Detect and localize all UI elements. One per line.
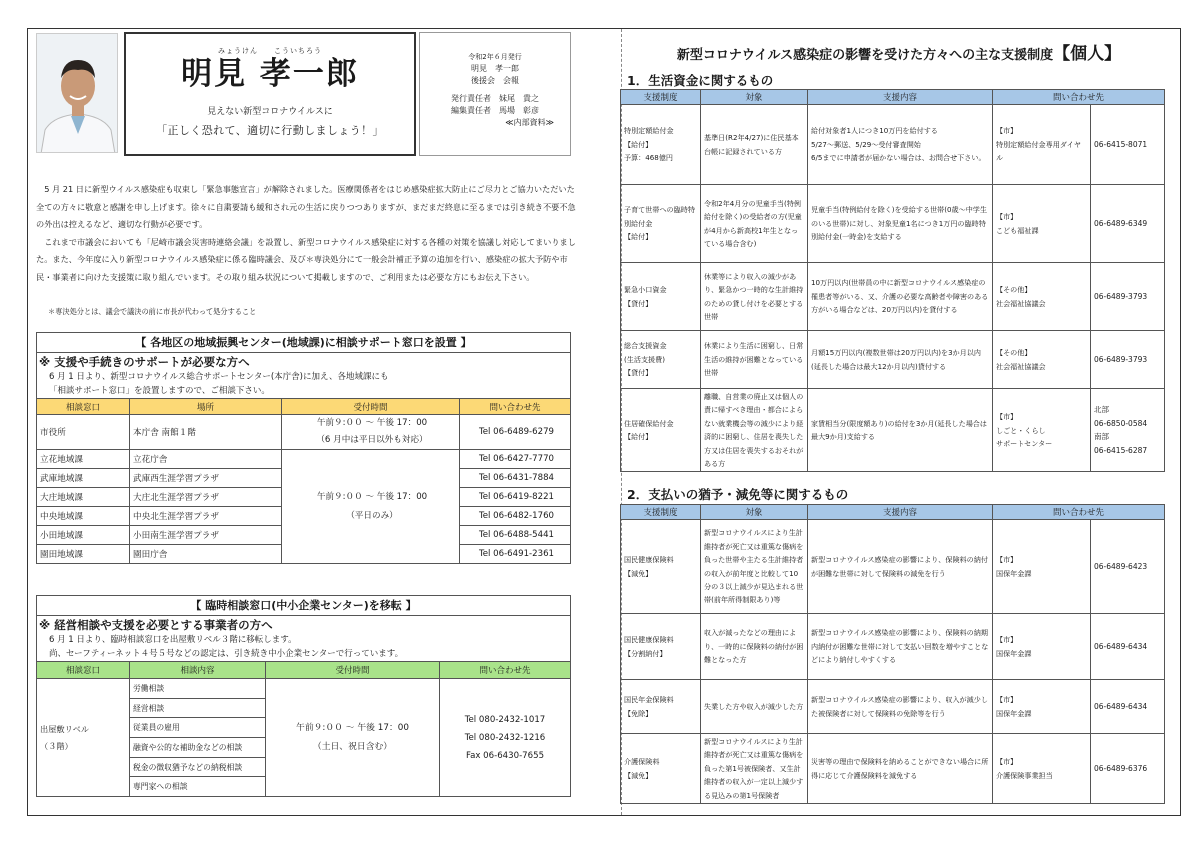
content-cell: 家賃相当分(限度額あり)の給付を3か月(延長した場合は最大9か月)支給する (808, 389, 993, 472)
newsletter-page (27, 28, 1181, 816)
content-cell: 税金の徴収猶予などの納税相談 (130, 757, 266, 777)
window-cell: 小田地域課 (37, 526, 130, 545)
intro-paragraph-1: 5 月 21 日に新型ウイルス感染症も収束し「緊急事態宣言」が解除されました。医療関係者をはじめ感染症拡大防止にご尽力とご協力いただいた全ての方々に敬意と感謝を申し上げます。徐々に自粛要請も緩和され元の生活に戻りつつありますが、まだまだ終息に至るまでは引き続き不要不急の外出は控えるなど、適切な行動が必要です。 (36, 184, 576, 229)
col-header-contact: 問い合わせ先 (993, 90, 1165, 105)
table-row (621, 389, 1165, 472)
slogan: 「正しく恐れて、適切に行動しましょう！」 (156, 124, 384, 137)
publication-info (419, 32, 571, 156)
contact-cell: 【市】 国保年金課 (993, 680, 1091, 734)
place-cell: 本庁舎 南館１階 (130, 415, 282, 450)
contact-cell: 【市】 国保年金課 (993, 614, 1091, 680)
intro-text (36, 181, 576, 286)
publication-date: 令和2年６月発行 (468, 53, 522, 61)
content-cell: 労働相談 (130, 679, 266, 699)
name-ruby: みょうけん こういちろう (218, 47, 322, 55)
place-cell: 小田南生涯学習プラザ (130, 526, 282, 545)
hours-note: （6 月中は平日以外も対応） (316, 435, 428, 445)
place-cell: 園田庁舎 (130, 545, 282, 564)
table-row (37, 415, 571, 450)
content-cell: 災害等の理由で保険料を納めることができない場合に所得に応じて介護保険料を減免する (808, 734, 993, 804)
publisher-org: 後援会 会報 (471, 76, 519, 85)
contact-cell: 【市】 こども福祉課 (993, 185, 1091, 263)
hours-line: 午前９:００ 〜 午後 17：00 (296, 722, 409, 733)
target-cell: 休業により生活に困窮し、日常生活の維持が困難となっている世帯 (701, 331, 808, 389)
hours-line: 午前９:００ 〜 午後 17：00 (316, 491, 428, 502)
content-cell: 新型コロナウイルス感染症の影響により、収入が減少した被保険者に対して保険料の免除等を行う (808, 680, 993, 734)
system-cell: 子育て世帯への臨時特別給付金 【給付】 (621, 185, 701, 263)
tagline: 見えない新型コロナウイルスに (207, 107, 333, 117)
place-cell: 武庫西生涯学習プラザ (130, 469, 282, 488)
window-cell: 中央地域課 (37, 507, 130, 526)
system-cell: 国民健康保険料 【分割納付】 (621, 614, 701, 680)
hours-cell (282, 415, 460, 450)
system-cell: 総合支援資金 (生活支援費) 【貸付】 (621, 331, 701, 389)
sme-consult-table (36, 661, 571, 797)
col-header-content: 相談内容 (130, 662, 266, 679)
heading-payment-relief: 2．支払いの猶予・減免等に関するもの (627, 487, 849, 502)
intro-paragraph-2: これまで市議会においても「尼崎市議会災害時連絡会議」を設置し、新型コロナウイルス感染症に対する各種の対策を協議し対応してまいりました。また、今年度に入り新型コロナウイルス感染症に係る臨時議会、及び＊専決処分にて一般会計補正予算の追加を行い、感染症の拡大予防や市民・事業者に向けた支援策に取り組んでいます。その取り組み状況について掲載しますので、ご利用または必要な方にもお伝え下さい。 (36, 236, 576, 282)
footnote: ＊専決処分とは、議会で議決の前に市長が代わって処分すること (48, 307, 257, 316)
section2-line-1: 6 月 1 日より、臨時相談窓口を出屋敷リベル３階に移転します。 (36, 633, 571, 647)
target-cell: 休業等により収入の減少があり、緊急かつ一時的な生計維持のための貸し付けを必要とする世帯 (701, 263, 808, 331)
table-row (621, 263, 1165, 331)
tel-cell: 06-6489-6349 (1091, 185, 1165, 263)
window-cell: 武庫地域課 (37, 469, 130, 488)
tel-2: Tel 080-2432-1216 (464, 732, 546, 743)
content-cell: 融資や公的な補助金などの相談 (130, 738, 266, 758)
col-header-hours: 受付時間 (266, 662, 440, 679)
table-row (621, 185, 1165, 263)
contact-cell: 【市】 しごと・くらし サポートセンター (993, 389, 1091, 472)
title-text: 新型コロナウイルス感染症の影響を受けた方々への主な支援制度 (676, 48, 1054, 63)
content-cell: 経営相談 (130, 698, 266, 718)
table-row (621, 520, 1165, 614)
table-header-row (621, 505, 1165, 520)
contact-cell (440, 679, 571, 797)
system-cell: 介護保険料 【減免】 (621, 734, 701, 804)
tel-cell: 06-6489-6434 (1091, 680, 1165, 734)
col-header-target: 対象 (701, 90, 808, 105)
target-cell: 新型コロナウイルスにより生計維持者が死亡又は重篤な傷病を負った第1号被保険者、又生計維持者の収入が一定以上減少する見込みの第1号保険者 (701, 734, 808, 804)
col-header-content: 支援内容 (808, 505, 993, 520)
content-cell: 新型コロナウイルス感染症の影響により、保険料の納期内納付が困難な世帯に対して支払い回数を増やすことなどにより納付しやすくする (808, 614, 993, 680)
target-cell: 令和2年4月分の児童手当(特例給付を除く)の受給者の方(児童が4月から新高校1年生となっている場合含む) (701, 185, 808, 263)
col-header-system: 支援制度 (621, 90, 701, 105)
name-box (124, 32, 416, 156)
col-header-target: 対象 (701, 505, 808, 520)
col-header-hours: 受付時間 (282, 399, 460, 415)
col-header-contact: 問い合わせ先 (993, 505, 1165, 520)
table-header-row (37, 399, 571, 415)
col-header-contact: 問い合わせ先 (460, 399, 571, 415)
tel-cell: 06-6489-3793 (1091, 263, 1165, 331)
window-name: 出屋敷リベル (40, 723, 89, 734)
col-header-place: 場所 (130, 399, 282, 415)
internal-label: ≪内部資料≫ (505, 118, 554, 127)
content-cell: 給付対象者1人につき10万円を給付する 5/27～郵送、5/29～受付審査開始 6/5までに申請者が届かない場合は、お問合せ下さい。 (808, 105, 993, 185)
contact-cell: 【市】 介護保険事業担当 (993, 734, 1091, 804)
window-floor: （３階） (40, 740, 73, 751)
system-cell: 緊急小口資金 【貸付】 (621, 263, 701, 331)
table-row (621, 331, 1165, 389)
tel-cell: 06-6489-3793 (1091, 331, 1165, 389)
publisher-name: 明見 孝一郎 (471, 64, 519, 73)
tel-cell: 06-6489-6376 (1091, 734, 1165, 804)
section2-heading: 【 臨時相談窓口(中小企業センター)を移転 】 (36, 595, 571, 615)
contact-cell: 【その他】 社会福祉協議会 (993, 331, 1091, 389)
place-cell: 中央北生涯学習プラザ (130, 507, 282, 526)
section1-heading: 【 各地区の地域振興センター(地域課)に相談サポート窓口を設置 】 (36, 332, 571, 352)
window-cell: 市役所 (37, 415, 130, 450)
content-cell: 従業員の雇用 (130, 718, 266, 738)
tel-cell: Tel 06-6491-2361 (460, 545, 571, 564)
editor-line-2: 編集責任者 馬場 彰彦 (451, 106, 539, 115)
window-cell (37, 679, 130, 797)
table-row (37, 450, 571, 469)
hours-cell (282, 450, 460, 564)
section2-line-2: 尚、セーフティーネット４号５号などの認定は、引き続き中小企業センターで行っています。 (36, 647, 571, 661)
content-cell: 専門家への相談 (130, 777, 266, 797)
title-badge: 【個人】 (1053, 44, 1122, 64)
content-cell: 児童手当(特例給付を除く)を受給する世帯(0歳～中学生のいる世帯)に対し、対象児童1名につき1万円の臨時特別給付金(一時金)を支給する (808, 185, 993, 263)
tel-cell: Tel 06-6488-5441 (460, 526, 571, 545)
target-cell: 収入が減ったなどの理由により、一時的に保険料の納付が困難となった方 (701, 614, 808, 680)
place-cell: 立花庁舎 (130, 450, 282, 469)
content-cell: 新型コロナウイルス感染症の影響により、保険料の納付が困難な世帯に対して保険料の減免を行う (808, 520, 993, 614)
table-row (621, 680, 1165, 734)
hours-cell (266, 679, 440, 797)
tel-cell: 06-6415-8071 (1091, 105, 1165, 185)
system-cell: 国民年金保険料 【免除】 (621, 680, 701, 734)
col-header-system: 支援制度 (621, 505, 701, 520)
col-header-content: 支援内容 (808, 90, 993, 105)
system-cell: 特別定額給付金 【給付】 予算：468億円 (621, 105, 701, 185)
table-header-row (37, 662, 571, 679)
tel-cell: Tel 06-6427-7770 (460, 450, 571, 469)
col-header-contact: 問い合わせ先 (440, 662, 571, 679)
window-cell: 大庄地域課 (37, 488, 130, 507)
contact-cell: 【その他】 社会福祉協議会 (993, 263, 1091, 331)
place-cell: 大庄北生涯学習プラザ (130, 488, 282, 507)
section1-line-1: 6 月 1 日より、新型コロナウイルス総合サポートセンター(本庁舎)に加え、各地域課にも (36, 370, 571, 384)
target-cell: 失業した方や収入が減少した方 (701, 680, 808, 734)
support-window-section (36, 332, 571, 564)
hours-line: 午前９:００ 〜 午後 17：00 (316, 418, 428, 428)
hours-note: （平日のみ） (346, 510, 398, 521)
system-cell: 国民健康保険料 【減免】 (621, 520, 701, 614)
portrait-icon (37, 34, 118, 153)
table-row (621, 614, 1165, 680)
col-header-window: 相談窓口 (37, 399, 130, 415)
living-funds-table (620, 89, 1165, 472)
tel-cell: Tel 06-6419-8221 (460, 488, 571, 507)
editor-line-1: 発行責任者 妹尾 貴之 (451, 94, 539, 103)
content-cell: 月額15万円以内(複数世帯は20万円以内)を3か月以内(延長した場合は最大12か月以内)貸付する (808, 331, 993, 389)
candidate-photo (36, 33, 118, 153)
table-row (621, 734, 1165, 804)
target-cell: 離職、自営業の廃止又は個人の責に帰すべき理由・都合によらない就業機会等の減少により経済的に困窮し、住居を喪失した方又は住居を喪失するおそれがある方 (701, 389, 808, 472)
tel-cell: 06-6489-6434 (1091, 614, 1165, 680)
tel-cell: Tel 06-6431-7884 (460, 469, 571, 488)
content-cell: 10万円以内(世帯員の中に新型コロナウイルス感染症の罹患者等がいる、又、介護の必要な高齢者や障害のある方がいる場合などは、20万円以内)を貸付する (808, 263, 993, 331)
col-header-window: 相談窓口 (37, 662, 130, 679)
window-cell: 園田地域課 (37, 545, 130, 564)
heading-living-funds: 1．生活資金に関するもの (627, 73, 774, 88)
section1-subheading: ※ 支援や手続きのサポートが必要な方へ (36, 352, 571, 370)
system-cell: 住居確保給付金 【給付】 (621, 389, 701, 472)
contact-cell: 【市】 特別定額給付金専用ダイヤル (993, 105, 1091, 185)
support-window-table (36, 398, 571, 564)
tel-1: Tel 080-2432-1017 (464, 714, 546, 725)
fax: Fax 06-6430-7655 (465, 750, 545, 761)
hours-note: （土日、祝日含む） (312, 741, 393, 752)
tel-cell: 北部 06-6850-0584 南部 06-6415-6287 (1091, 389, 1165, 472)
section2-subheading: ※ 経営相談や支援を必要とする事業者の方へ (36, 615, 571, 633)
tel-cell: 06-6489-6423 (1091, 520, 1165, 614)
tel-cell: Tel 06-6482-1760 (460, 507, 571, 526)
section1-line-2: 「相談サポート窓口」を設置しますので、ご相談下さい。 (36, 384, 571, 398)
sme-center-section (36, 595, 571, 797)
table-row (37, 679, 571, 699)
table-row (621, 105, 1165, 185)
candidate-name: 明見 孝一郎 (181, 56, 359, 92)
tel-cell: Tel 06-6489-6279 (460, 415, 571, 450)
window-cell: 立花地域課 (37, 450, 130, 469)
target-cell: 基準日(R2年4/27)に住民基本台帳に記録されている方 (701, 105, 808, 185)
contact-cell: 【市】 国保年金課 (993, 520, 1091, 614)
right-page-title (624, 39, 1174, 64)
table-header-row (621, 90, 1165, 105)
payment-relief-table (620, 504, 1165, 804)
target-cell: 新型コロナウイルスにより生計維持者が死亡又は重篤な傷病を負った世帯や主たる生計維持者の収入が前年度と比較して10分の３以上減少が見込まれる世帯(前年所得制限あり)等 (701, 520, 808, 614)
